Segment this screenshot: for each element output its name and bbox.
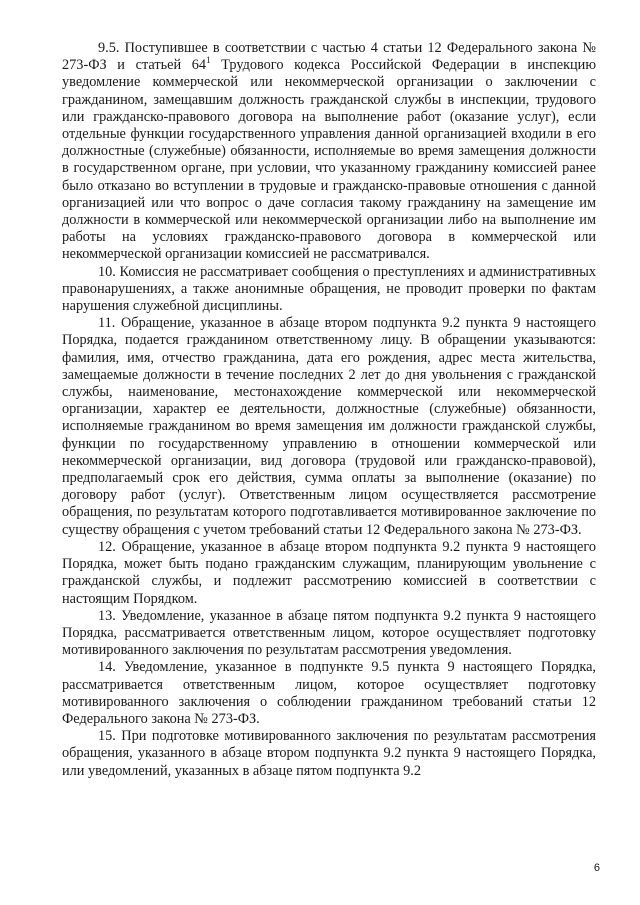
paragraph-14: 14. Уведомление, указанное в подпункте 9.5 пункта 9 настоящего Порядка, рассматривается ответственным лицом, которое осуществляет подготовку мотивированного заключения о соблюдении гражданином требований статьи 12 Федерального закона № 273-ФЗ. (62, 659, 596, 727)
paragraph-9-5 (62, 40, 596, 264)
paragraph-13: 13. Уведомление, указанное в абзаце пятом подпункта 9.2 пункта 9 настоящего Порядка, рассматривается ответственным лицом, которое осуществляет подготовку мотивированного заключения по результатам рассмотрения уведомления. (62, 607, 596, 659)
paragraph-11: 11. Обращение, указанное в абзаце втором подпункта 9.2 пункта 9 настоящего Порядка, подается гражданином ответственному лицу. В обращении указываются: фамилия, имя, отчество гражданина, дата его рождения, адрес места жительства, замещаемые должности в течение последних 2 лет до дня увольнения с гражданской службы, наименование, местонахождение коммерческой или некоммерческой организации, характер ее деятельности, должностные (служебные) обязанности, исполняемые гражданином во время замещения им должности гражданской службы, функции по государственному управлению в отношении коммерческой или некоммерческой организации, вид договора (трудовой или гражданско-правовой), предполагаемый срок его действия, сумма оплаты за выполнение (оказание) по договору работ (услуг). Ответственным лицом осуществляется рассмотрение обращения, по результатам которого подготавливается мотивированное заключение по существу обращения с учетом требований статьи 12 Федерального закона № 273-ФЗ. (62, 315, 596, 538)
paragraph-15: 15. При подготовке мотивированного заключения по результатам рассмотрения обращения, указанного в абзаце втором подпункта 9.2 пункта 9 настоящего Порядка, или уведомлений, указанных в абзаце пятом подпункта 9.2 (62, 728, 596, 779)
superscript-article-index: 1 (206, 55, 211, 66)
paragraph-text-continued: Трудового кодекса Российской Федерации в инспекцию уведомление коммерческой или некоммерческой организации о заключении с гражданином, замещавшим должность гражданской службы в инспекции, трудового или гражданско-правового договора на выполнение работ (оказание услуг), если отдельные функции государственного управления данной организацией входили в его должностные (служебные) обязанности, исполняемые во время замещения должности в государственном органе, при условии, что указанному гражданину комиссией ранее было отказано во вступлении в трудовые и гражданско-правовые отношения с данной организацией или что вопрос о даче согласия такому гражданину на замещение им должности в коммерческой или некоммерческой организации либо на выполнение им работы на условиях гражданско-правового договора в коммерческой или некоммерческой организации комиссией не рассматривался. (62, 57, 596, 263)
paragraph-text: 9.5. Поступившее в соответствии с частью 4 статьи 12 Федерального закона № 273-ФЗ и статьей 64 (62, 40, 596, 74)
document-body (62, 40, 596, 780)
page-number: 6 (593, 862, 600, 874)
paragraph-10: 10. Комиссия не рассматривает сообщения о преступлениях и административных правонарушениях, а также анонимные обращения, не проводит проверки по фактам нарушения служебной дисциплины. (62, 263, 596, 315)
paragraph-12: 12. Обращение, указанное в абзаце втором подпункта 9.2 пункта 9 настоящего Порядка, может быть подано гражданским служащим, планирующим увольнение с гражданской службы, и подлежит рассмотрению комиссией в соответствии с настоящим Порядком. (62, 538, 596, 607)
